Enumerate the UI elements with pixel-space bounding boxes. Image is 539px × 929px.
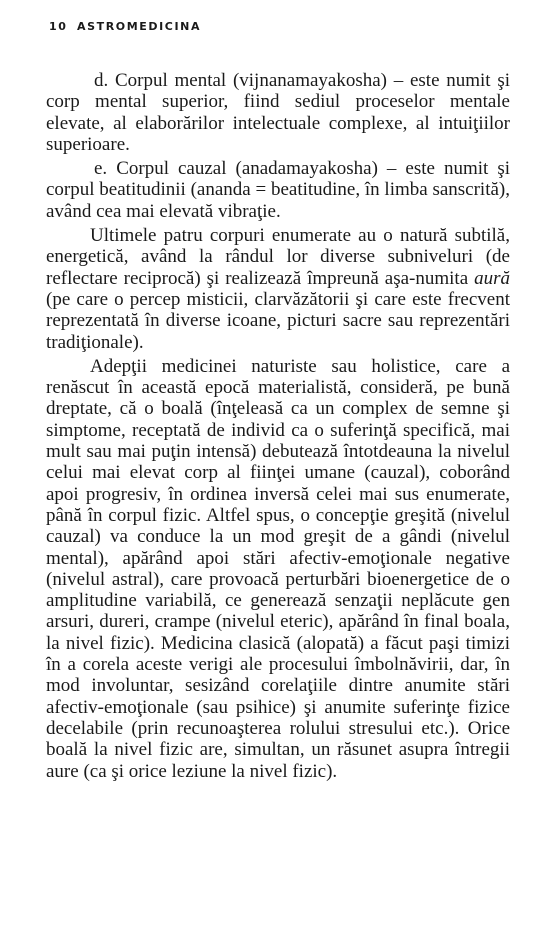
body-text	[46, 70, 510, 783]
paragraph-aura	[46, 225, 510, 353]
running-title: ASTROMEDICINA	[76, 20, 202, 33]
page-number: 10	[49, 20, 68, 33]
paragraph-corpul-cauzal: e. Corpul cauzal (anadamayakosha) – este numit şi corpul beatitudinii (ananda = beatitudine, în limba sanscrită), având cea mai elevată vibraţie.	[46, 158, 510, 222]
paragraph-aura-text-after: (pe care o percep misticii, clarvăzătorii şi care este frecvent reprezentată în diverse icoane, picturi sacre sau reprezentări tradiţionale).	[46, 288, 510, 353]
paragraph-corpul-mental: d. Corpul mental (vijnanamayakosha) – este numit şi corp mental superior, fiind sediul proceselor mentale elevate, al elaborărilor intelectuale complexe, al intuiţiilor superioare.	[46, 70, 510, 155]
paragraph-medicina-holistica: Adepţii medicinei naturiste sau holistice, care a renăscut în această epocă materialistă, consideră, pe bună dreptate, că o boală (înţeleasă ca un complex de semne şi simptome, receptată de individ ca o suferinţă specifică, mai mult sau mai puţin intensă) debutează întotdeauna la nivelul celui mai elevat corp al fiinţei umane (cauzal), coborând apoi progresiv, în ordinea inversă celei mai sus enumerate, până în corpul fizic. Altfel spus, o concepţie greşită (nivelul cauzal) va conduce la un mod greşit de a gândi (nivelul mental), apărând apoi stări afectiv-emoţionale negative (nivelul astral), care provoacă perturbări bioenergetice de o amplitudine variabilă, ce generează senzaţii neplăcute gen arsuri, dureri, crampe (nivelul eteric), apărând în final boala, la nivel fizic). Medicina clasică (alopată) a făcut paşi timizi în a corela aceste verigi ale procesului îmbolnăvirii, dar, în mod involuntar, sesizând corelaţiile dintre anumite stări afectiv-emoţionale (sau psihice) şi anumite suferinţe fizice decelabile (prin recunoaşterea rolului stresului etc.). Orice boală la nivel fizic are, simultan, un răsunet asupra întregii aure (ca şi orice leziune la nivel fizic).	[46, 355, 510, 782]
paragraph-aura-text-before: Ultimele patru corpuri enumerate au o natură subtilă, energetică, având la rândul lor diverse subniveluri (de reflectare reciprocă) şi realizează împreună aşa-numita	[46, 225, 510, 289]
running-head	[49, 20, 201, 33]
italic-term-aura: aură	[474, 267, 510, 289]
